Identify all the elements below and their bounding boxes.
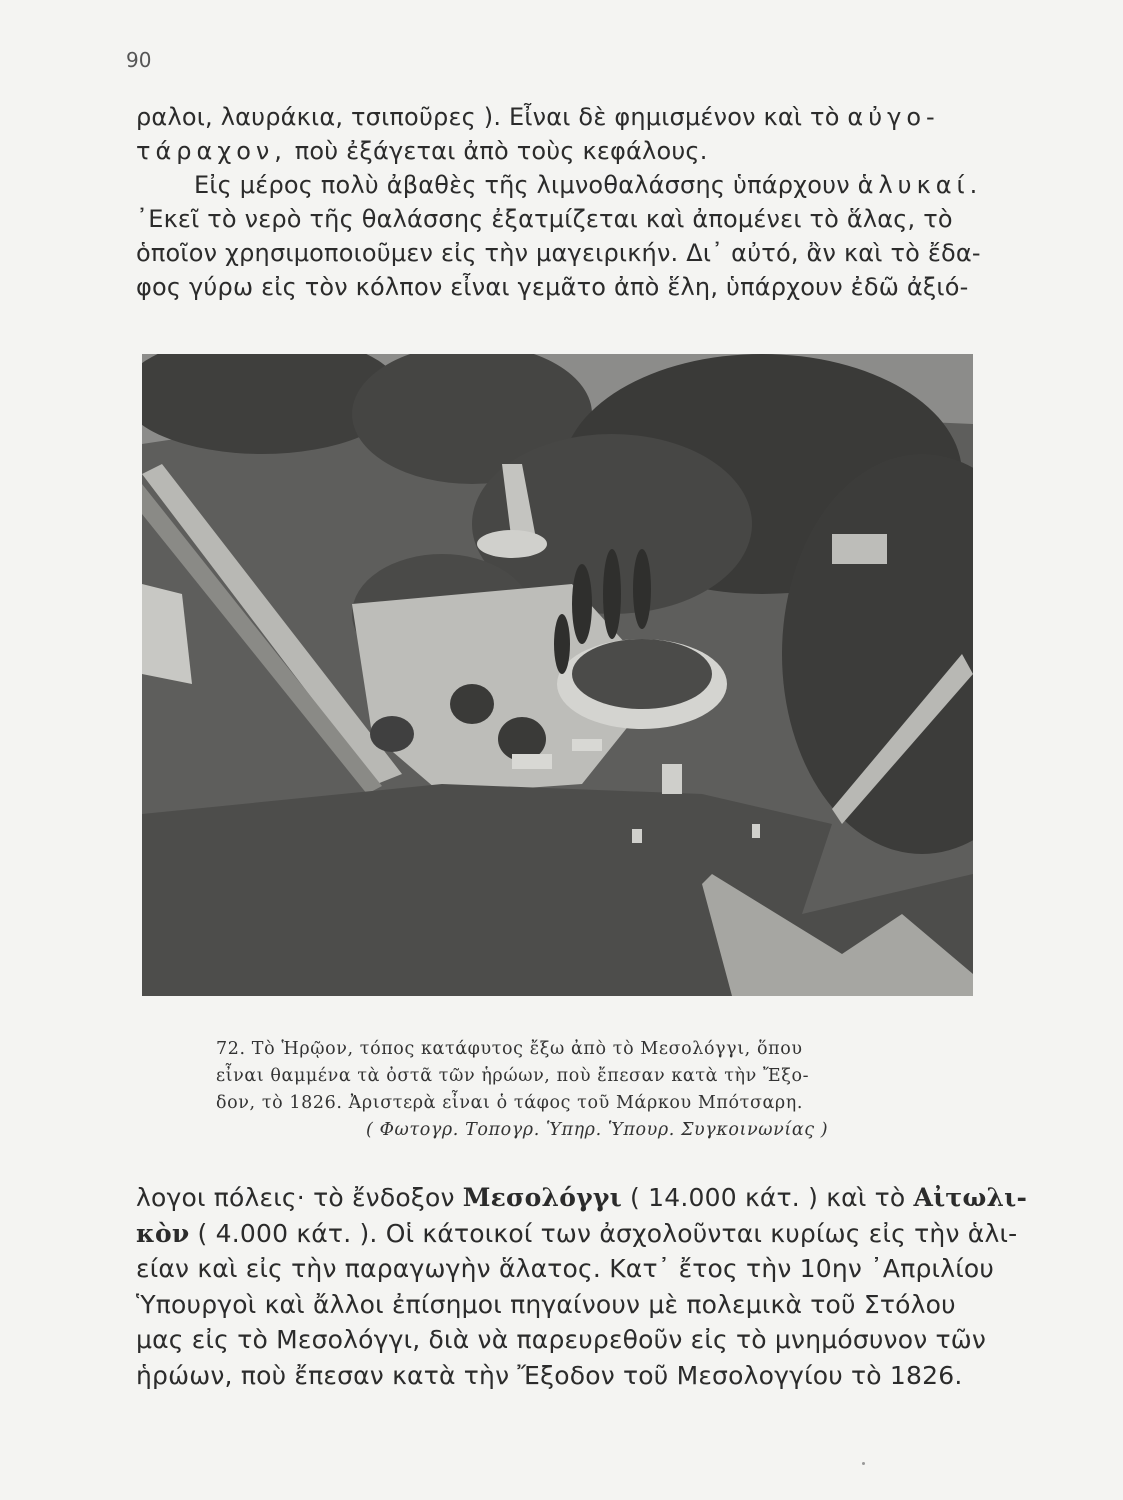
emphasized-word: τάραχον, bbox=[136, 137, 287, 165]
photo-illustration bbox=[142, 354, 973, 996]
text-span: ( 14.000 κάτ. ) καὶ τὸ bbox=[621, 1183, 914, 1212]
lower-paragraph bbox=[136, 1180, 1028, 1393]
aerial-photograph bbox=[142, 354, 973, 996]
text-line bbox=[136, 168, 994, 202]
text-line bbox=[136, 134, 994, 168]
upper-paragraph bbox=[136, 100, 994, 304]
figure-caption bbox=[216, 1036, 916, 1144]
text-span: ( 4.000 κάτ. ). Οἱ κάτοικοί των ἀσχολοῦνται κυρίως εἰς τὴν ἁλι- bbox=[189, 1218, 1018, 1248]
text-line: φος γύρω εἰς τὸν κόλπον εἶναι γεμᾶτο ἀπὸ ἕλη, ὑπάρχουν ἐδῶ ἀξιό- bbox=[136, 273, 969, 301]
text-line bbox=[136, 1216, 1018, 1252]
text-line: ἡρώων, ποὺ ἔπεσαν κατὰ τὴν Ἔξοδον τοῦ Μεσολογγίου τὸ 1826. bbox=[136, 1360, 963, 1390]
text-span: ραλοι, λαυράκια, τσιποῦρες ). Εἶναι δὲ φημισμένον καὶ τὸ bbox=[136, 103, 848, 131]
text-line: Ὑπουργοὶ καὶ ἄλλοι ἐπίσημοι πηγαίνουν μὲ πολεμικὰ τοῦ Στόλου bbox=[136, 1289, 956, 1319]
photo-credit: ( Φωτογρ. Τοπογρ. Ὑπηρ. Ὑπουρ. Συγκοινωνίας ) bbox=[366, 1120, 829, 1140]
text-line: ᾿Εκεῖ τὸ νερὸ τῆς θαλάσσης ἐξατμίζεται καὶ ἀπομένει τὸ ἅλας, τὸ bbox=[136, 205, 953, 233]
page-number: 90 bbox=[126, 48, 152, 72]
text-line bbox=[136, 1180, 1028, 1216]
text-span: Εἰς μέρος πολὺ ἀβαθὲς τῆς λιμνοθαλάσσης ὑπάρχουν bbox=[194, 171, 858, 199]
text-span: ποὺ ἐξάγεται ἀπὸ τοὺς κεφάλους. bbox=[286, 137, 708, 165]
text-line bbox=[136, 100, 994, 134]
paper-speck bbox=[862, 1462, 865, 1465]
place-name-bold: Μεσολόγγι bbox=[462, 1183, 622, 1212]
caption-line: εἶναι θαμμένα τὰ ὀστᾶ τῶν ἡρώων, ποὺ ἔπεσαν κατὰ τὴν Ἔξο- bbox=[216, 1066, 810, 1086]
text-span: λογοι πόλεις· τὸ ἔνδοξον bbox=[136, 1183, 463, 1212]
text-line: μας εἰς τὸ Μεσολόγγι, διὰ νὰ παρευρεθοῦν εἰς τὸ μνημόσυνον τῶν bbox=[136, 1325, 987, 1354]
caption-line: 72. Τὸ Ἡρῷον, τόπος κατάφυτος ἔξω ἀπὸ τὸ Μεσολόγγι, ὅπου bbox=[216, 1039, 803, 1059]
place-name-bold: κὸν bbox=[136, 1218, 190, 1248]
text-line: είαν καὶ εἰς τὴν παραγωγὴν ἅλατος. Κατ᾿ ἔτος τὴν 10ην ᾿Απριλίου bbox=[136, 1254, 995, 1283]
text-line: ὁποῖον χρησιμοποιοῦμεν εἰς τὴν μαγειρικήν. Δι᾿ αὐτό, ἂν καὶ τὸ ἔδα- bbox=[136, 239, 981, 267]
emphasized-word: αὐγο- bbox=[847, 103, 940, 131]
place-name-bold: Αἰτωλι- bbox=[913, 1183, 1028, 1212]
emphasized-word: ἁλυκαί. bbox=[857, 171, 983, 199]
caption-line: δον, τὸ 1826. Ἀριστερὰ εἶναι ὁ τάφος τοῦ Μάρκου Μπότσαρη. bbox=[216, 1093, 804, 1113]
